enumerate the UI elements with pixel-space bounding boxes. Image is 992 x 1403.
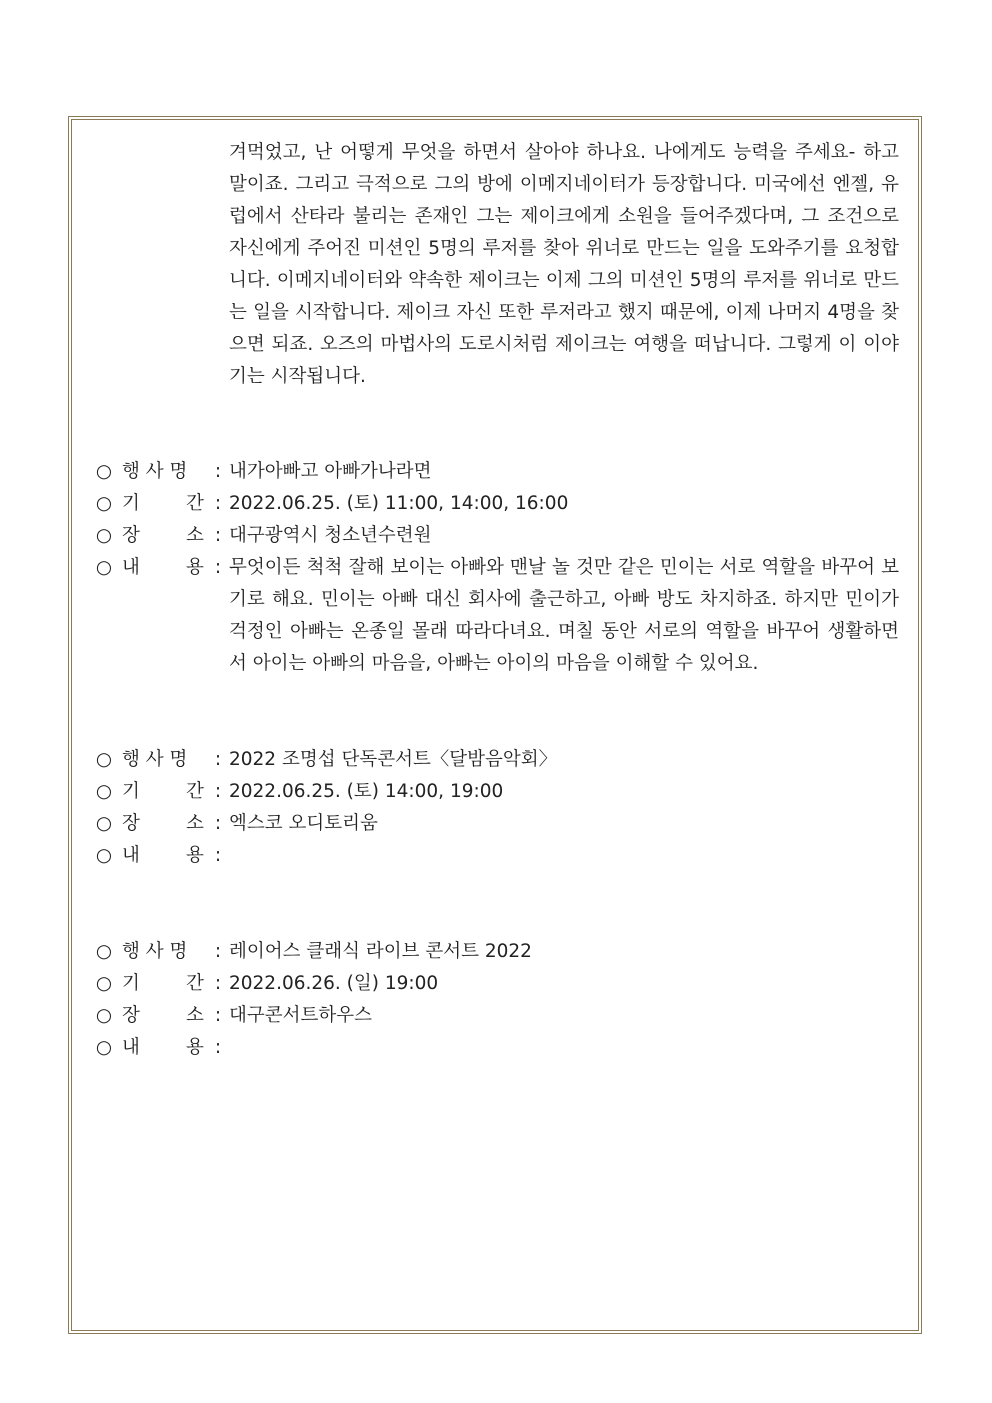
colon: : — [214, 493, 222, 514]
colon: : — [214, 781, 222, 802]
place-label-part1: 장 — [122, 525, 140, 546]
event-name-value: 레이어스 클래식 라이브 콘서트 2022 — [229, 941, 532, 962]
content-label-part1: 내 — [122, 1037, 140, 1058]
event-1-name-row — [94, 456, 900, 488]
colon: : — [214, 525, 222, 546]
event-1-period-row — [94, 488, 900, 520]
content-label-part2: 용 — [186, 1037, 204, 1058]
colon: : — [214, 1005, 222, 1026]
event-place-value: 엑스코 오디토리움 — [229, 813, 378, 834]
event-3-place-row — [94, 1000, 900, 1032]
event-place-value: 대구광역시 청소년수련원 — [229, 525, 432, 546]
event-name-value: 내가아빠고 아빠가나라면 — [229, 461, 432, 482]
colon: : — [214, 813, 222, 834]
place-label-part1: 장 — [122, 813, 140, 834]
event-3-period-row — [94, 968, 900, 1000]
circle-bullet-icon: ○ — [95, 941, 113, 962]
content-label — [122, 840, 300, 872]
circle-bullet-icon: ○ — [95, 749, 113, 770]
period-label-part1: 기 — [122, 973, 140, 994]
content-label-part1: 내 — [122, 557, 140, 578]
circle-bullet-icon: ○ — [95, 461, 113, 482]
place-label-part2: 소 — [186, 1005, 204, 1026]
circle-bullet-icon: ○ — [95, 781, 113, 802]
event-period-value: 2022.06.25. (토) 14:00, 19:00 — [229, 781, 504, 802]
content-label-part2: 용 — [186, 557, 204, 578]
colon: : — [214, 461, 222, 482]
event-1-content-value: 무엇이든 척척 잘해 보이는 아빠와 맨날 놀 것만 같은 민이는 서로 역할을 바꾸어 보기로 해요. 민이는 아빠 대신 회사에 출근하고, 아빠 방도 차지하죠. 하지만 민이가 걱정인 아빠는 온종일 몰래 따라다녀요. 며칠 동안 서로의 역할을 바꾸어 생활하면서 아이는 아빠의 마음을, 아빠는 아이의 마음을 이해할 수 있어요. — [229, 557, 899, 674]
event-1-place-row — [94, 520, 900, 552]
place-label-part2: 소 — [186, 525, 204, 546]
event-2-place-row — [94, 808, 900, 840]
colon: : — [214, 749, 222, 770]
colon: : — [214, 941, 222, 962]
circle-bullet-icon: ○ — [95, 1005, 113, 1026]
content-label-part1: 내 — [122, 845, 140, 866]
event-3-name-row — [94, 936, 900, 968]
circle-bullet-icon: ○ — [95, 973, 113, 994]
event-3-content-row — [94, 1032, 900, 1064]
circle-bullet-icon: ○ — [95, 493, 113, 514]
place-label-part2: 소 — [186, 813, 204, 834]
intro-paragraph: 겨먹었고, 난 어떻게 무엇을 하면서 살아야 하나요. 나에게도 능력을 주세요- 하고 말이죠. 그리고 극적으로 그의 방에 이메지네이터가 등장합니다. 미국에선 엔젤, 유럽에서 산타라 불리는 존재인 그는 제이크에게 소원을 들어주겠다며, 그 조건으로 자신에게 주어진 미션인 5명의 루저를 찾아 위너로 만드는 일을 도와주기를 요청합니다. 이메지네이터와 약속한 제이크는 이제 그의 미션인 5명의 루저를 위너로 만드는 일을 시작합니다. 제이크 자신 또한 루저라고 했지 때문에, 이제 나머지 4명을 찾으면 되죠. 오즈의 마법사의 도로시처럼 제이크는 여행을 떠납니다. 그렇게 이 이야기는 시작됩니다. — [229, 142, 900, 387]
content-label — [122, 1032, 300, 1064]
period-label-part1: 기 — [122, 493, 140, 514]
event-period-value: 2022.06.25. (토) 11:00, 14:00, 16:00 — [229, 493, 569, 514]
event-name-label: 행 사 명 — [122, 749, 188, 770]
event-name-label: 행 사 명 — [122, 461, 188, 482]
event-2-content-row — [94, 840, 900, 872]
colon: : — [214, 1037, 222, 1058]
period-label-part1: 기 — [122, 781, 140, 802]
content-label-part2: 용 — [186, 845, 204, 866]
event-name-label: 행 사 명 — [122, 941, 188, 962]
colon: : — [214, 845, 222, 866]
period-label-part2: 간 — [186, 493, 204, 514]
circle-bullet-icon: ○ — [95, 557, 113, 578]
event-2-period-row — [94, 776, 900, 808]
circle-bullet-icon: ○ — [95, 813, 113, 834]
circle-bullet-icon: ○ — [95, 525, 113, 546]
event-name-value: 2022 조명섭 단독콘서트〈달밤음악회〉 — [229, 749, 558, 770]
place-label-part1: 장 — [122, 1005, 140, 1026]
event-2-name-row — [94, 744, 900, 776]
colon: : — [214, 557, 222, 578]
period-label-part2: 간 — [186, 973, 204, 994]
circle-bullet-icon: ○ — [95, 845, 113, 866]
period-label-part2: 간 — [186, 781, 204, 802]
colon: : — [214, 973, 222, 994]
circle-bullet-icon: ○ — [95, 1037, 113, 1058]
event-period-value: 2022.06.26. (일) 19:00 — [229, 973, 439, 994]
event-place-value: 대구콘서트하우스 — [229, 1005, 372, 1026]
